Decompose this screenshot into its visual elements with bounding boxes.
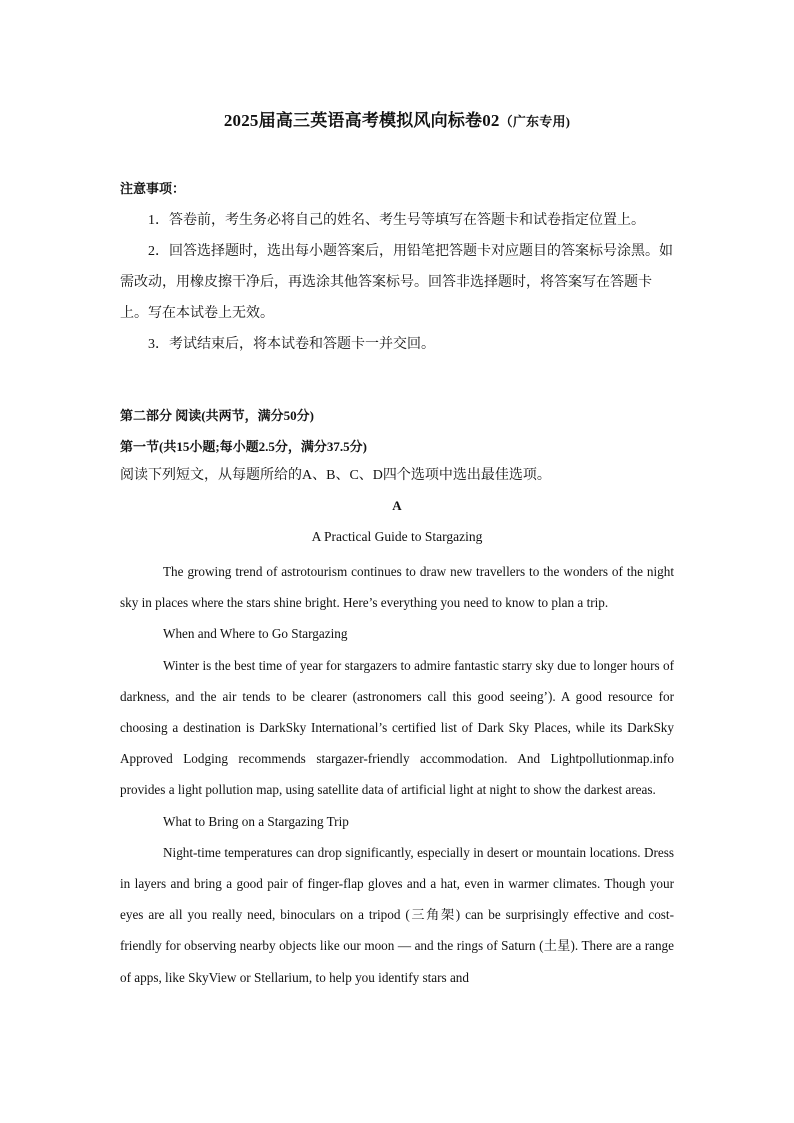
paragraph: Winter is the best time of year for stargazers to admire fantastic starry sky due to longer hours of darkness, and the air tends to be clearer (astronomers call this good seeing’). A good resource for choosing a destination is DarkSky International’s certified list of Dark Sky Places, while its DarkSky Approved Lodging recommends stargazer-friendly accommodation. And Lightpollutionmap.info provides a light pollution map, using satellite data of artificial light at night to show the darkest areas. <box>120 657 674 798</box>
subheading: When and Where to Go Stargazing <box>163 626 348 642</box>
notice-heading: 注意事项： <box>120 181 186 196</box>
part-heading: 第二部分 阅读(共两节，满分50分) <box>120 408 314 423</box>
paragraph: Night-time temperatures can drop significantly, especially in desert or mountain locations. Dress in layers and bring a good pair of finger-flap gloves and a hat, even in warmer climates. Though your eyes are all you really need, binoculars on a tripod (三角架) can be surprisingly effective and cost-friendly for observing nearby objects like our moon — and the rings of Saturn (土星). There are a range of apps, like SkyView or Stellarium, to help you identify stars and <box>120 844 674 985</box>
passage-body <box>120 556 674 993</box>
subheading: What to Bring on a Stargazing Trip <box>163 813 349 829</box>
page-title <box>0 106 794 131</box>
notice-item: 3．考试结束后，将本试卷和答题卡一并交回。 <box>148 337 435 352</box>
notice-list <box>120 205 675 360</box>
passage-letter: A <box>392 498 402 513</box>
section-heading: 第一节(共15小题;每小题2.5分，满分37.5分) <box>120 439 367 454</box>
instruction: 阅读下列短文，从每题所给的A、B、C、D四个选项中选出最佳选项。 <box>120 468 551 483</box>
notice-item: 2．回答选择题时，选出每小题答案后，用铅笔把答题卡对应题目的答案标号涂黑。如需改动，用橡皮擦干净后，再选涂其他答案标号。回答非选择题时，将答案写在答题卡上。写在本试卷上无效。 <box>120 244 673 321</box>
notice-item: 1．答卷前，考生务必将自己的姓名、考生号等填写在答题卡和试卷指定位置上。 <box>148 213 645 228</box>
title-sub: （广东专用) <box>499 114 571 129</box>
paragraph: The growing trend of astrotourism continues to draw new travellers to the wonders of the night sky in places where the stars shine bright. Here’s everything you need to know to plan a trip. <box>120 564 674 611</box>
passage-title: A Practical Guide to Stargazing <box>311 529 483 544</box>
title-main: 2025届高三英语高考模拟风向标卷02 <box>223 111 500 130</box>
